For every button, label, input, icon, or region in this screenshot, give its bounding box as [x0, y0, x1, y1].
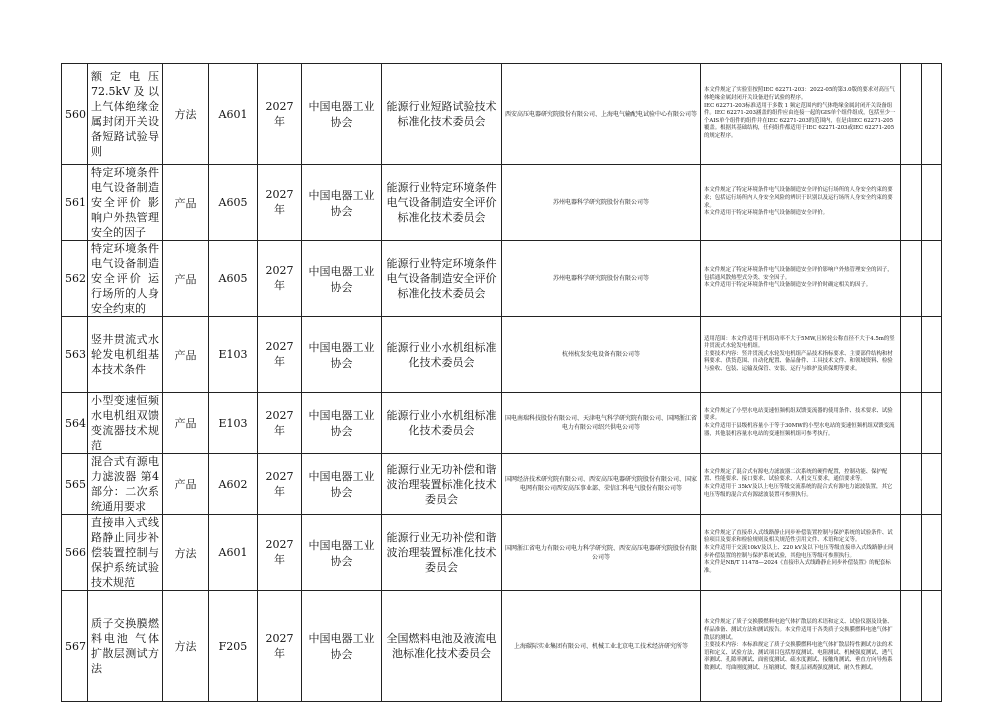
drafting-units: 杭州杭发发电设备有限公司等 [561, 351, 640, 358]
standard-type-cell [163, 241, 209, 317]
category-code: A602 [218, 477, 248, 491]
serial-number-cell [62, 393, 88, 454]
completion-year-cell [258, 64, 302, 165]
organizing-body-cell [302, 591, 382, 702]
scope-summary: 适用范围：本文件适用于机组功率不大于5MW,且转轮公称直径不大于4.5m的竖井贯流式水轮发电机组。 主要技术内容：竖井贯流式水轮发电机组产品技术指标要求、主要部件结构和材料要求、供货范围、自动化配置、备品备件、工具技术文件、和领域资料、检验与验收、包装、运输及保管、安装、运行与维护及质保期等要求。 [704, 335, 895, 372]
organizing-body: 中国电器工业协会 [308, 264, 375, 294]
organizing-body: 中国电器工业协会 [308, 340, 375, 370]
organizing-body-cell [302, 241, 382, 317]
category-code-cell [209, 393, 258, 454]
scope-summary-cell [701, 64, 901, 165]
serial-number-cell [62, 64, 88, 165]
technical-committee: 全国燃料电池及液流电池标准化技术委员会 [386, 632, 497, 660]
organizing-body-cell [302, 317, 382, 393]
drafting-units-cell [502, 317, 701, 393]
completion-year: 2027年 [265, 469, 294, 498]
empty-cell [922, 165, 942, 241]
drafting-units: 上海碳际实业集团有限公司、机械工业北京电工技术经济研究所等 [513, 642, 688, 650]
technical-committee-cell [382, 64, 502, 165]
drafting-units-cell [502, 454, 701, 515]
standard-name: 竖井贯流式水轮发电机组基本技术条件 [91, 333, 159, 376]
organizing-body-cell [302, 515, 382, 591]
scope-summary: 本文件规定了实验室按照IEC 62271-203：2022-05的第3.0版的要求对高压气体绝缘金属封闭开关设备进行试验的程序。 IEC 62271-203标准适用于多数 1 频定范围内的气体绝缘金属封闭开关设备组件。IEC 62271-203涵盖的组件应由连接一起的GIS单个组件组成，包括至少一个AIS单个组件的组件并在IEC 62271-203的范围内，在是由IEC 62271-205覆盖。根据其基础结构，任何组件都适用于IEC 62271-203或IEC 62271-205的规定程序。 [704, 87, 896, 139]
drafting-units: 国电南瑞科技股份有限公司、天津电气科学研究院有限公司、国网浙江省电力有限公司绍兴供电公司等 [505, 415, 698, 431]
technical-committee: 能源行业小水机组标准化技术委员会 [386, 340, 497, 369]
completion-year: 2027年 [265, 408, 294, 437]
serial-number-cell [62, 165, 88, 241]
drafting-units-cell [502, 591, 701, 702]
empty-cell [922, 64, 942, 165]
serial-number-cell [62, 241, 88, 317]
empty-cell [901, 393, 922, 454]
standard-type-cell [163, 454, 209, 515]
empty-cell [901, 241, 922, 317]
standard-type-cell [163, 317, 209, 393]
completion-year: 2027年 [265, 188, 294, 216]
scope-summary-cell [701, 515, 901, 591]
empty-cell [922, 393, 942, 454]
serial-number-cell [62, 317, 88, 393]
drafting-units: 西安高压电器研究院股份有限公司、上海电气输配电试验中心有限公司等 [505, 110, 698, 118]
table-row [62, 64, 942, 165]
standards-table [61, 63, 942, 702]
scope-summary-cell [701, 241, 901, 317]
completion-year-cell [258, 317, 302, 393]
standard-type: 方法 [174, 546, 197, 560]
scope-summary: 本文件规定了混合式有源电力滤波器二次系统的硬件配置，控制功能、保护配置、性能要求、接口要求、试验要求、人机交互要求，通信要求等。 本文件适用于 35kV及以上电压等级交流系统的混合式有源电力滤波装置，其它电压等级的混合式有源滤波装置可参照执行。 [704, 468, 893, 498]
technical-committee-cell [382, 591, 502, 702]
serial-number: 562 [65, 272, 86, 285]
scope-summary: 本文件规定了特定环境条件电气设备制造安全评价运行场所的人身安全约束的要求；包括运行场所内人身安全风险的辨识于识别以及运行场所人身安全约束的要求。 本文件适用于特定环境条件电气设备制造安全评价。 [704, 187, 893, 217]
category-code-cell [209, 454, 258, 515]
table-row [62, 317, 942, 393]
standard-type-cell [163, 393, 209, 454]
technical-committee: 能源行业无功补偿和谐波治理装置标准化技术委员会 [386, 531, 497, 574]
serial-number-cell [62, 454, 88, 515]
drafting-units: 国网经济技术研究院有限公司、西安高压电器研究院股份有限公司、国家电网有限公司西安高压事业部、荣信汇科电气股份有限公司等 [505, 476, 698, 492]
empty-cell [922, 515, 942, 591]
technical-committee: 能源行业无功补偿和谐波治理装置标准化技术委员会 [386, 462, 497, 506]
organizing-body: 中国电器工业协会 [308, 188, 375, 218]
organizing-body: 中国电器工业协会 [308, 409, 375, 438]
category-code: F205 [218, 639, 248, 653]
category-code-cell [209, 165, 258, 241]
category-code: A605 [218, 196, 248, 209]
category-code-cell [209, 64, 258, 165]
serial-number: 564 [65, 416, 86, 430]
completion-year-cell [258, 454, 302, 515]
empty-cell [922, 454, 942, 515]
empty-cell [901, 317, 922, 393]
table-row [62, 393, 942, 454]
technical-committee-cell [382, 454, 502, 515]
organizing-body-cell [302, 454, 382, 515]
scope-summary-cell [701, 591, 901, 702]
scope-summary-cell [701, 454, 901, 515]
standard-type-cell [163, 64, 209, 165]
table-row [62, 241, 942, 317]
serial-number-cell [62, 515, 88, 591]
technical-committee: 能源行业小水机组标准化技术委员会 [386, 409, 497, 437]
organizing-body-cell [302, 165, 382, 241]
technical-committee-cell [382, 241, 502, 317]
standard-type: 产品 [174, 348, 197, 362]
empty-cell [901, 515, 922, 591]
completion-year-cell [258, 241, 302, 317]
organizing-body: 中国电器工业协会 [308, 470, 375, 499]
table-row [62, 165, 942, 241]
drafting-units-cell [502, 165, 701, 241]
completion-year: 2027年 [265, 340, 294, 368]
empty-cell [922, 591, 942, 702]
empty-cell [922, 241, 942, 317]
standard-name-cell [88, 393, 163, 454]
drafting-units: 苏州电器科学研究院股份有限公司等 [552, 199, 649, 206]
empty-cell [901, 64, 922, 165]
completion-year: 2027年 [265, 631, 294, 660]
completion-year: 2027年 [265, 264, 294, 292]
category-code: A601 [218, 107, 248, 121]
technical-committee-cell [382, 393, 502, 454]
table-row [62, 454, 942, 515]
standard-type: 产品 [174, 196, 197, 210]
category-code-cell [209, 317, 258, 393]
standard-name-cell [88, 515, 163, 591]
standard-name: 质子交换膜燃料电池 气体扩散层测试方法 [91, 617, 159, 675]
scope-summary: 本文件规定了小型水电站变速恒频机组双馈变流器的使用条件、技术要求、试验要求。 本文件适用于县级机容量小于等于30MW的小型水电站的变速恒频机组双馈变流器，其他装机容量水电站的变速恒频机组可参考执行。 [704, 407, 895, 437]
technical-committee-cell [382, 317, 502, 393]
technical-committee-cell [382, 515, 502, 591]
serial-number: 567 [65, 639, 86, 653]
drafting-units-cell [502, 64, 701, 165]
technical-committee-cell [382, 165, 502, 241]
technical-committee: 能源行业短路试验技术标准化技术委员会 [386, 100, 497, 128]
serial-number: 566 [65, 546, 86, 559]
completion-year-cell [258, 165, 302, 241]
category-code-cell [209, 241, 258, 317]
completion-year-cell [258, 591, 302, 702]
completion-year-cell [258, 393, 302, 454]
standard-name-cell [88, 454, 163, 515]
standard-type-cell [163, 591, 209, 702]
standard-type: 产品 [174, 478, 197, 491]
empty-cell [901, 454, 922, 515]
completion-year-cell [258, 515, 302, 591]
drafting-units: 苏州电器科学研究院股份有限公司等 [552, 275, 649, 282]
completion-year: 2027年 [265, 538, 294, 566]
technical-committee: 能源行业特定环境条件电气设备制造安全评价标准化技术委员会 [386, 181, 497, 224]
table-body [62, 64, 942, 702]
standard-name-cell [88, 317, 163, 393]
serial-number: 561 [65, 196, 86, 209]
standard-name-cell [88, 165, 163, 241]
standard-name: 特定环境条件 电气设备制造安全评价 影响户外热管理安全的因子 [91, 166, 159, 239]
standard-name: 额定电压72.5kV及以上气体绝缘金属封闭开关设备短路试验导则 [91, 70, 159, 158]
scope-summary: 本文件规定了直接串入式线路静止同步补偿装置控制与保护系统的试验条件、试验项目及要求和检验规则及相关规范性引用文件、术语和定义等。 本文件适用于交流10kV及以上、220 kV及以下电压等级直接串入式线路静止同步补偿装置的控制与保护系统试验，其他电压等级可参照执行。 本文件是NB/T 11478—2024《直接串入式线路静止同步补偿装置》的配套标准。 [704, 529, 894, 574]
table-row [62, 515, 942, 591]
serial-number: 563 [65, 348, 86, 361]
standard-name: 直接串入式线路静止同步补偿装置控制与保护系统试验技术规范 [91, 516, 159, 589]
drafting-units-cell [502, 515, 701, 591]
standard-name-cell [88, 591, 163, 702]
organizing-body: 中国电器工业协会 [308, 538, 375, 568]
organizing-body: 中国电器工业协会 [308, 100, 375, 129]
standard-type-cell [163, 165, 209, 241]
category-code-cell [209, 591, 258, 702]
standard-type: 方法 [174, 640, 197, 653]
drafting-units: 国网浙江省电力有限公司电力科学研究院、西安高压电器研究院股份有限公司等 [505, 544, 698, 561]
technical-committee: 能源行业特定环境条件电气设备制造安全评价标准化技术委员会 [386, 257, 497, 300]
category-code: A601 [218, 546, 248, 559]
completion-year: 2027年 [265, 99, 294, 128]
empty-cell [901, 591, 922, 702]
organizing-body: 中国电器工业协会 [308, 632, 375, 661]
standard-name-cell [88, 64, 163, 165]
standard-name: 小型变速恒频水电机组双馈变流器技术规范 [91, 394, 159, 452]
standard-name: 特定环境条件 电气设备制造安全评价 运行场所的人身安全约束的 [91, 242, 159, 315]
standard-name: 混合式有源电力滤波器 第4部分：二次系统通用要求 [91, 455, 159, 513]
scope-summary-cell [701, 317, 901, 393]
standard-type-cell [163, 515, 209, 591]
standard-name-cell [88, 241, 163, 317]
serial-number: 565 [65, 477, 86, 491]
table-row [62, 591, 942, 702]
drafting-units-cell [502, 241, 701, 317]
standard-type: 方法 [174, 108, 197, 121]
organizing-body-cell [302, 393, 382, 454]
scope-summary: 本文件规定了特定环境条件电气设备制造安全评价影响户外热管理安全的因子，包括通风散热型式分类、安全因子。 本文件适用于特定环境条件电气设备制造安全评价时确定相关的因子。 [704, 267, 893, 289]
serial-number: 560 [65, 107, 86, 121]
serial-number-cell [62, 591, 88, 702]
scope-summary-cell [701, 393, 901, 454]
category-code: E103 [218, 348, 248, 361]
category-code: A605 [218, 272, 248, 285]
category-code-cell [209, 515, 258, 591]
scope-summary: 本文件规定了质子交换膜燃料电池气体扩散层的术语和定义、试验仪器及设备、样品准备、测试方法和测试报告。本文件适用于各类质子交换膜燃料电池气体扩散层的测试。 主要技术内容：本标准规定了质子交换膜燃料电池气体扩散层特性测试方法的术语和定义、试验方法、测试项目包括厚度测试、电阻测试、机械强度测试、透气率测试、孔隙率测试、面密度测试、疏水度测试、接触角测试、垂直方向导热系数测试、弯曲刚度测试、压缩测试、微孔层剥离强度测试、耐久性测试。 [704, 619, 893, 671]
organizing-body-cell [302, 64, 382, 165]
scope-summary-cell [701, 165, 901, 241]
drafting-units-cell [502, 393, 701, 454]
empty-cell [901, 165, 922, 241]
empty-cell [922, 317, 942, 393]
standard-type: 产品 [174, 272, 197, 286]
standard-type: 产品 [174, 417, 197, 430]
category-code: E103 [218, 416, 248, 430]
